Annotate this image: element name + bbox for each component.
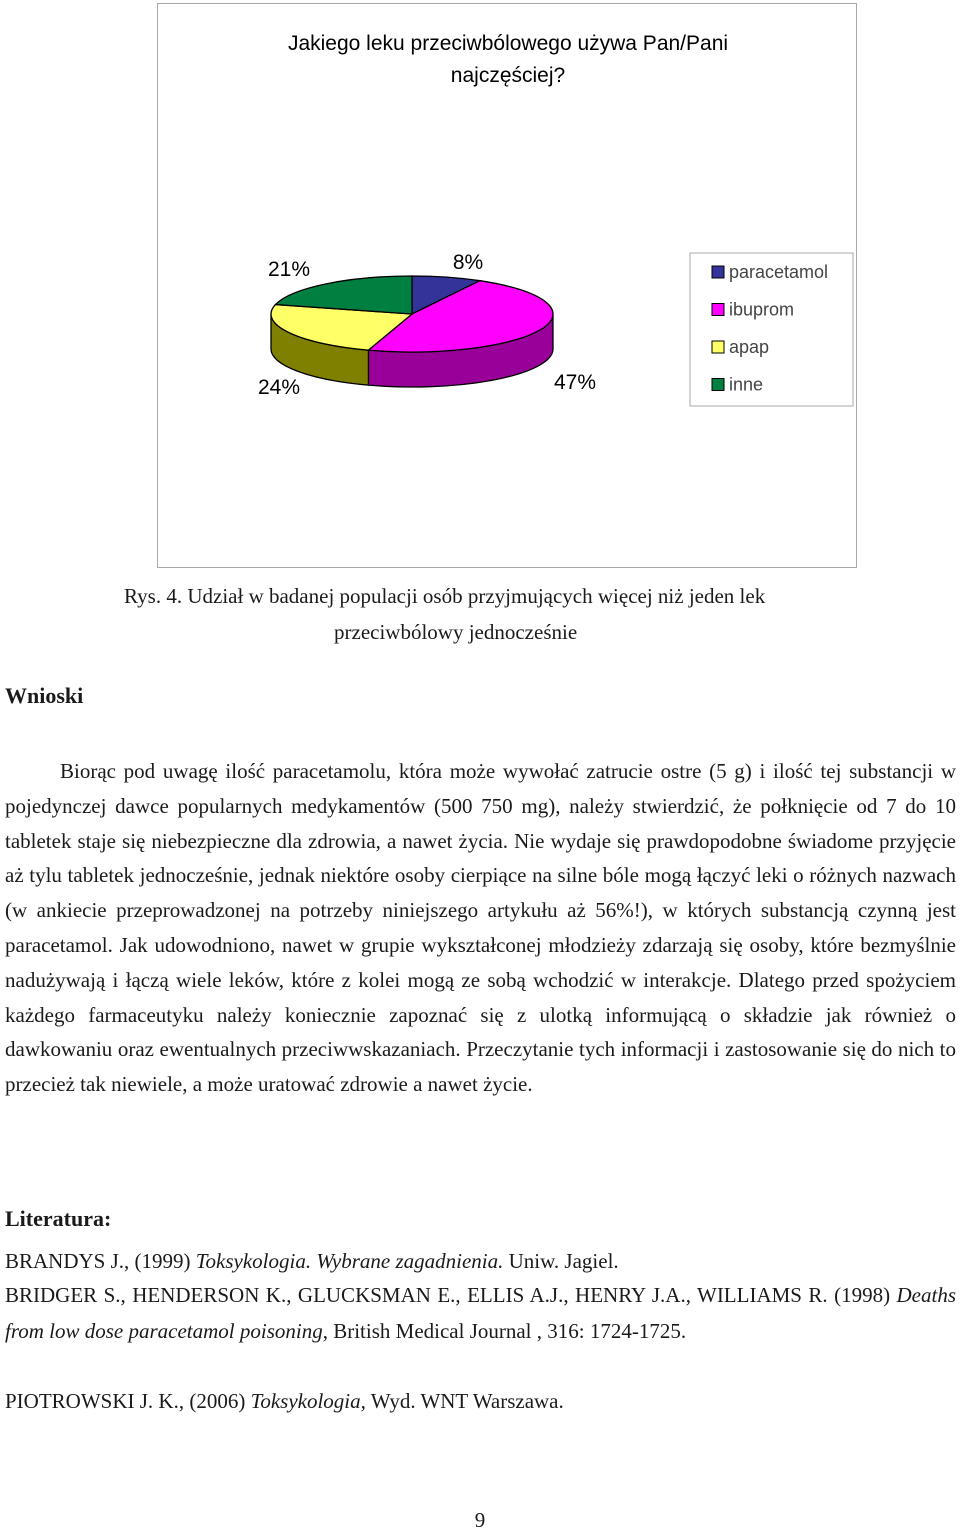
figure-caption <box>124 578 924 650</box>
caption-line-1: Rys. 4. Udział w badanej populacji osób przyjmujących więcej niż jeden lek <box>124 584 766 608</box>
legend-label-inne: inne <box>729 374 764 395</box>
legend-swatch-inne <box>712 379 724 391</box>
reference-item <box>5 1384 956 1420</box>
reference-title: Toksykologia. Wybrane zagadnienia. <box>195 1249 504 1273</box>
section-heading-literatura: Literatura: <box>5 1206 112 1231</box>
reference-publisher: , British Medical Journal , 316: 1724-1725. <box>322 1318 687 1343</box>
section-heading-wnioski: Wnioski <box>5 683 84 708</box>
legend-swatch-apap <box>712 341 724 353</box>
reference-authors: PIOTROWSKI J. K., (2006) <box>5 1389 251 1413</box>
reference-item <box>5 1278 956 1349</box>
legend-label-paracetamol: paracetamol <box>729 262 829 282</box>
pie-value-label-inne: 21% <box>267 258 311 281</box>
chart-title-line-1: Jakiego leku przeciwbólowego używa Pan/Pani <box>287 32 729 55</box>
reference-authors: BRANDYS J., (1999) <box>5 1249 196 1273</box>
conclusions-paragraph: Biorąc pod uwagę ilość paracetamolu, która może wywołać zatrucie ostre (5 g) i ilość tej substancji w pojedynczej dawce popularnych medykamentów (500 750 mg), należy stwierdzić, że połknięcie od 7 do 10 tabletek staje się niebezpieczne dla zdrowia, a nawet życia. Nie wydaje się prawdopodobne świadome przyjęcie aż tylu tabletek jednocześnie, jednak niektóre osoby cierpiące na silne bóle mogą łączyć leki o różnych nazwach (w ankiecie przeprowadzonej na potrzeby niniejszego artykułu aż 56%!), w których substancją czynną jest paracetamol. Jak udowodniono, nawet w grupie wykształconej młodzieży zdarzają się osoby, które bezmyślnie nadużywają i łączą wiele leków, które z kolei mogą ze sobą wchodzić w interakcje. Dlatego przed spożyciem każdego farmaceutyku należy koniecznie zapoznać się z ulotką informującą o składzie jak również o dawkowaniu oraz ewentualnych przeciwwskazaniach. Przeczytanie tych informacji i zastosowanie się do nich to przecież tak niewiele, a może uratować zdrowie a nawet życie. <box>5 759 956 1097</box>
legend-label-ibuprom: ibuprom <box>729 299 795 320</box>
pie-tops <box>271 276 553 352</box>
pie-value-label-ibuprom: 47% <box>553 371 597 394</box>
reference-title: Toksykologia, <box>250 1389 366 1413</box>
legend-swatch-ibuprom <box>712 304 724 316</box>
reference-item <box>5 1244 956 1280</box>
reference-title: Deaths from low dose paracetamol poisoning <box>5 1283 956 1343</box>
pie-chart <box>158 4 858 569</box>
chart-title-line-2: najczęściej? <box>450 64 566 87</box>
pie-value-label-apap: 24% <box>257 376 301 399</box>
caption-line-2: przeciwbólowy jednocześnie <box>334 620 578 644</box>
reference-authors: BRIDGER S., HENDERSON K., GLUCKSMAN E., ELLIS A.J., HENRY J.A., WILLIAMS R. (1998) <box>5 1283 897 1307</box>
page-number: 9 <box>474 1508 486 1532</box>
legend-label-apap: apap <box>729 337 770 357</box>
pie-value-label-paracetamol: 8% <box>452 251 484 274</box>
reference-publisher: Uniw. Jagiel. <box>503 1249 619 1273</box>
legend-swatch-paracetamol <box>712 266 724 278</box>
chart-legend <box>690 253 853 406</box>
chart-frame <box>157 3 857 568</box>
reference-publisher: Wyd. WNT Warszawa. <box>365 1389 564 1413</box>
